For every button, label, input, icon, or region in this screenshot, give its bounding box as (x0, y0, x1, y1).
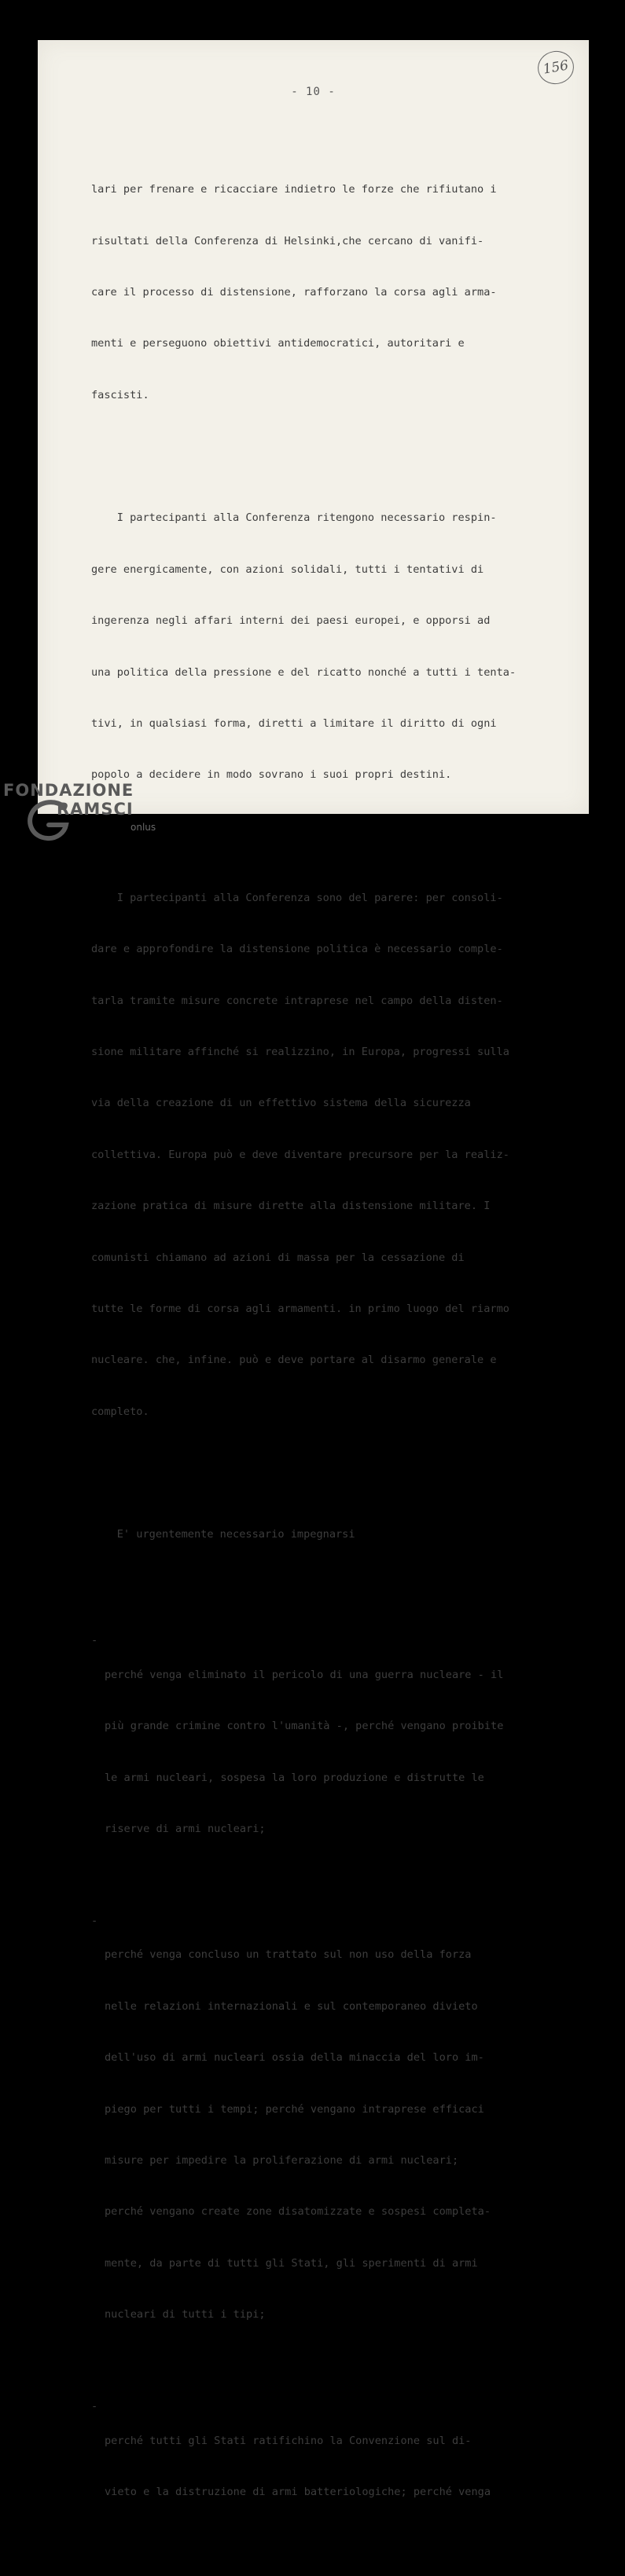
watermark-subtitle: RAMSCI (57, 800, 134, 819)
page-number: - 10 - (291, 86, 336, 98)
archive-stamp-number: 156 (542, 57, 570, 78)
text-line: perché tutti gli Stati ratifichino la Convenzione sul di- (105, 2434, 472, 2447)
text-line: perché vengano create zone disatomizzate e sospesi completa- (105, 2205, 491, 2219)
text-line: nucleare. che, infine. può e deve portare al disarmo generale e (91, 1354, 497, 1367)
watermark-title: FONDAZIONE (3, 781, 134, 800)
text-line: piego per tutti i tempi; perché vengano intraprese efficaci (105, 2102, 484, 2116)
list-item (91, 1913, 571, 2358)
text-line: risultati della Conferenza di Helsinki,che cercano di vanifi- (91, 234, 484, 247)
text-line: I partecipanti alla Conferenza sono del parere: per consoli- (91, 891, 503, 904)
list-dash: - (91, 1914, 98, 1927)
text-line: gere energicamente, con azioni solidali, tutti i tentativi di (91, 562, 484, 576)
paragraph (91, 856, 571, 1455)
text-line: perché venga concluso un trattato sul non uso della forza (105, 1948, 472, 1962)
paragraph (91, 1493, 571, 1578)
text-line: ingerenza negli affari interni dei paesi europei, e opporsi ad (91, 614, 491, 628)
list-item-text (105, 1913, 571, 2358)
text-line: le armi nucleari, sospesa la loro produzione e distrutte le (105, 1771, 484, 1784)
list-item-text (105, 1632, 571, 1872)
text-line: dare e approfondire la distensione politica è necessario comple- (91, 943, 503, 956)
list-dash: - (91, 1634, 98, 1647)
text-line: nelle relazioni internazionali e sul contemporaneo divieto (105, 1999, 478, 2013)
paragraph (91, 476, 571, 819)
text-line: tutte le forme di corsa agli armamenti. in primo luogo del riarmo (91, 1302, 509, 1315)
watermark-suffix: onlus (131, 822, 156, 833)
text-line: tarla tramite misure concrete intraprese nel campo della disten- (91, 994, 503, 1007)
archive-stamp (535, 48, 577, 86)
text-line: riserve di armi nucleari; (105, 1822, 266, 1835)
text-line: completo. (91, 1405, 149, 1418)
text-line: via della creazione di un effettivo sistema della sicurezza (91, 1097, 471, 1110)
text-line: collettiva. Europa può e deve diventare precursore per la realiz- (91, 1148, 509, 1161)
text-line: tivi, in qualsiasi forma, diretti a limitare il diritto di ogni (91, 716, 497, 730)
list-item-text (105, 2398, 571, 2535)
text-line: fascisti. (91, 388, 149, 401)
text-line: vieto e la distruzione di armi batteriologiche; perché venga (105, 2486, 491, 2499)
text-line: nucleari di tutti i tipi; (105, 2308, 266, 2321)
text-line: care il processo di distensione, rafforzano la corsa agli arma- (91, 285, 497, 299)
text-line: sione militare affinché si realizzino, in Europa, progressi sulla (91, 1046, 509, 1059)
foundation-watermark (3, 781, 160, 844)
text-line: E' urgentemente necessario impegnarsi (91, 1528, 355, 1541)
typed-text-body (91, 113, 571, 2576)
text-line: una politica della pressione e del ricatto nonché a tutti i tenta- (91, 665, 517, 679)
list-dash: - (91, 2400, 98, 2413)
list-item (91, 1632, 571, 1872)
text-line: menti e perseguono obiettivi antidemocratici, autoritari e (91, 337, 465, 350)
text-line: dell'uso di armi nucleari ossia della minaccia del loro im- (105, 2051, 484, 2065)
text-line: lari per frenare e ricacciare indietro le forze che rifiutano i (91, 183, 497, 196)
text-line: popolo a decidere in modo sovrano i suoi propri destini. (91, 768, 452, 782)
text-line: zazione pratica di misure dirette alla distensione militare. I (91, 1200, 491, 1213)
text-line: misure per impedire la proliferazione di armi nucleari; (105, 2154, 459, 2167)
text-line: comunisti chiamano ad azioni di massa per la cessazione di (91, 1251, 465, 1264)
paragraph (91, 148, 571, 439)
text-line: I partecipanti alla Conferenza ritengono necessario respin- (91, 511, 497, 525)
list-item (91, 2398, 571, 2535)
text-line: più grande crimine contro l'umanità -, perché vengano proibite (105, 1720, 504, 1733)
text-line: perché venga eliminato il pericolo di una guerra nucleare - il (105, 1668, 504, 1681)
text-line: mente, da parte di tutti gli Stati, gli sperimenti di armi (105, 2256, 478, 2270)
